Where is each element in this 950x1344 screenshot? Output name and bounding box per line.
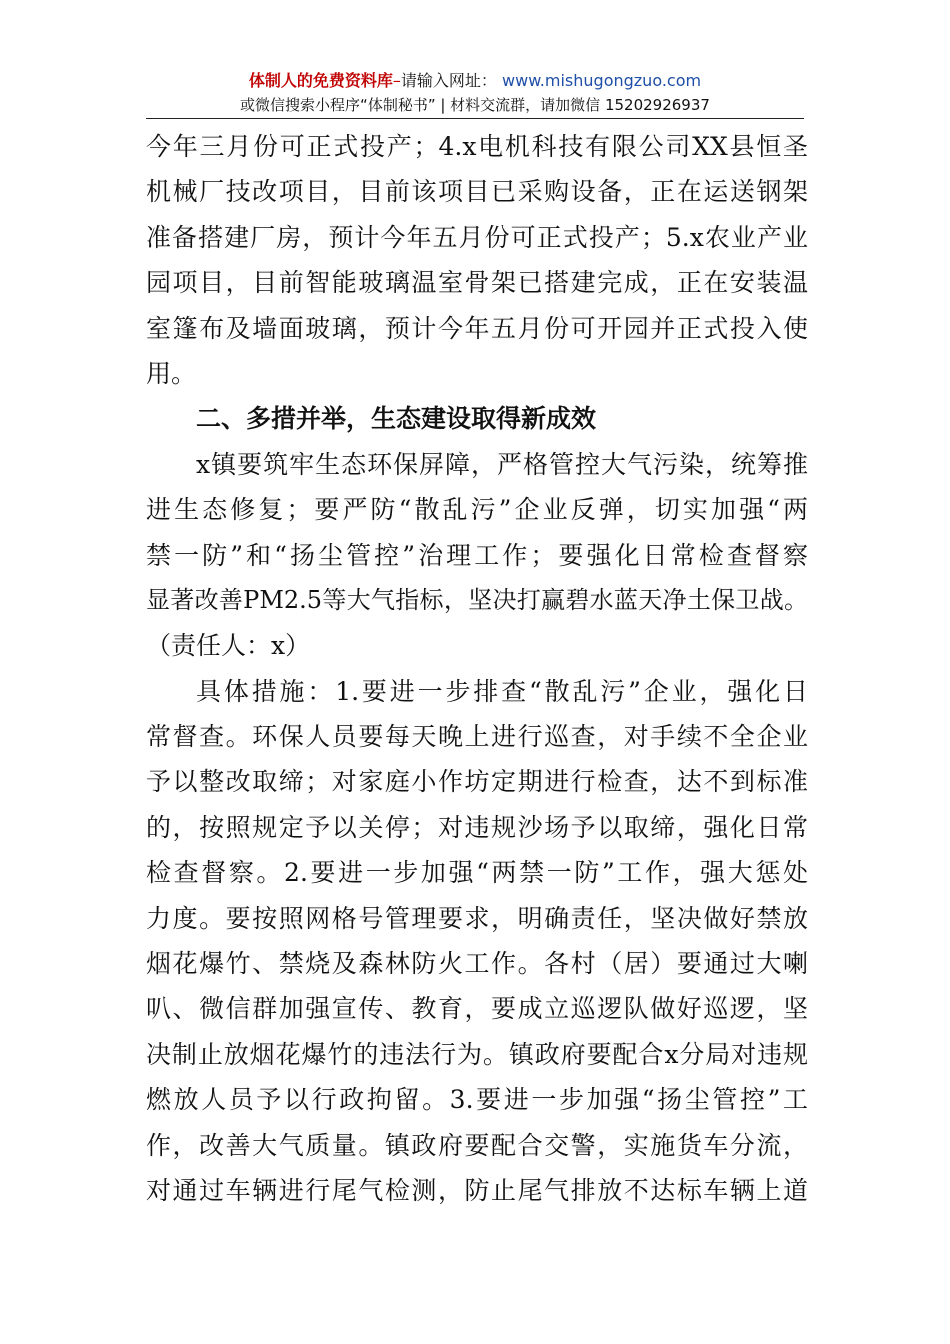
header-line-1 <box>0 70 950 92</box>
text-line: 力度。要按照网格号管理要求，明确责任，坚决做好禁放 <box>146 903 808 933</box>
text-line: 准备搭建厂房，预计今年五月份可正式投产；5.x农业产业 <box>146 222 808 252</box>
text-line: 燃放人员予以行政拘留。3.要进一步加强“扬尘管控”工 <box>146 1085 808 1115</box>
text-line: 显著改善PM2.5等大气指标，坚决打赢碧水蓝天净土保卫战。 <box>146 585 808 614</box>
text-line: 常督查。环保人员要每天晚上进行巡查，对手续不全企业 <box>146 722 808 752</box>
page-header <box>0 70 950 116</box>
text-line: 检查督察。2.要进一步加强“两禁一防”工作，强大惩处 <box>146 858 808 888</box>
text-line: 烟花爆竹、禁烧及森林防火工作。各村（居）要通过大喇 <box>146 949 808 979</box>
text-line: 室篷布及墙面玻璃，预计今年五月份可开园并正式投入使 <box>146 313 808 343</box>
text-line: （责任人：x） <box>146 631 311 661</box>
text-line: 禁一防”和“扬尘管控”治理工作；要强化日常检查督察 <box>146 540 808 570</box>
text-line: 的，按照规定予以关停；对违规沙场予以取缔，强化日常 <box>146 812 808 842</box>
text-line: 具体措施：1.要进一步排查“散乱污”企业，强化日 <box>196 676 808 706</box>
text-line: 园项目，目前智能玻璃温室骨架已搭建完成，正在安装温 <box>146 268 808 298</box>
text-line: 对通过车辆进行尾气检测，防止尾气排放不达标车辆上道 <box>146 1175 808 1205</box>
header-line-2: 或微信搜索小程序“体制秘书” | 材料交流群，请加微信 15202926937 <box>240 96 710 114</box>
header-divider <box>146 118 804 119</box>
text-line: 决制止放烟花爆竹的违法行为。镇政府要配合x分局对违规 <box>146 1039 808 1069</box>
header-prompt: 请输入网址： <box>400 71 497 90</box>
text-line: 予以整改取缔；对家庭小作坊定期进行检查，达不到标准 <box>146 767 808 797</box>
text-line: x镇要筑牢生态环保屏障，严格管控大气污染，统筹推 <box>196 449 808 479</box>
section-heading: 二、多措并举，生态建设取得新成效 <box>196 404 597 434</box>
text-line: 叭、微信群加强宣传、教育，要成立巡逻队做好巡逻，坚 <box>146 994 808 1024</box>
text-line: 机械厂技改项目，目前该项目已采购设备，正在运送钢架 <box>146 177 808 207</box>
document-body <box>146 124 808 1213</box>
text-line: 用。 <box>146 358 197 388</box>
header-url-link[interactable]: www.mishugongzuo.com <box>502 71 702 90</box>
text-line: 作，改善大气质量。镇政府要配合交警，实施货车分流， <box>146 1130 808 1160</box>
header-separator: – <box>392 71 401 90</box>
text-line: 今年三月份可正式投产；4.x电机科技有限公司XX县恒圣 <box>146 132 808 161</box>
text-line: 进生态修复；要严防“散乱污”企业反弹，切实加强“两 <box>146 495 808 525</box>
header-brand: 体制人的免费资料库 <box>248 71 393 90</box>
